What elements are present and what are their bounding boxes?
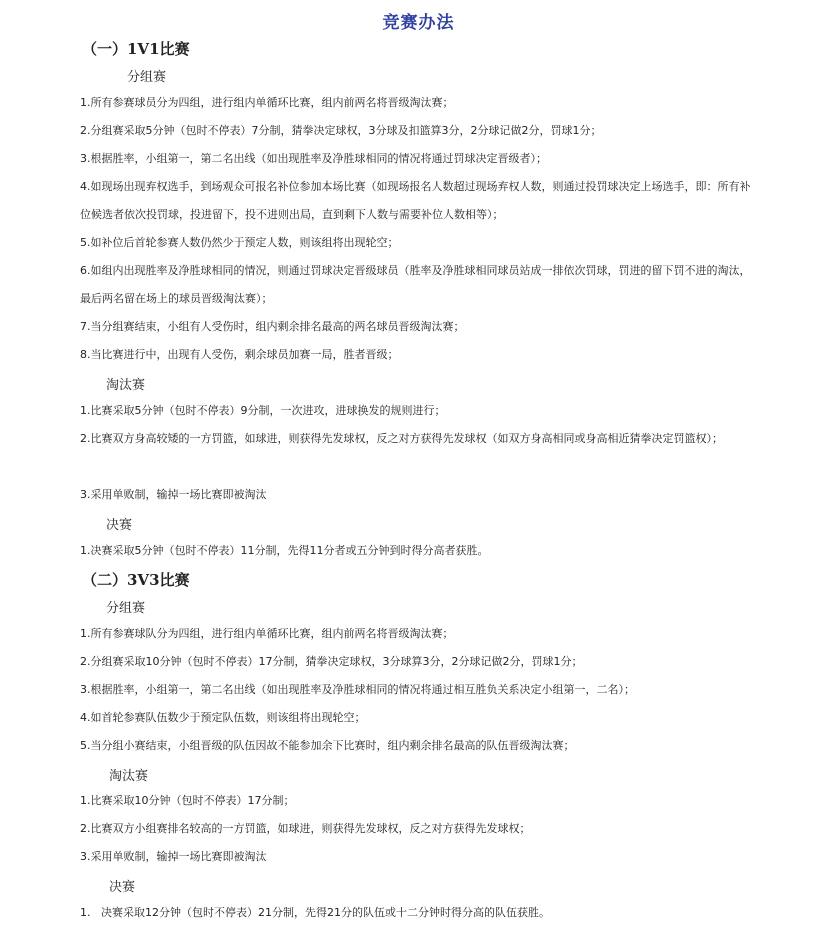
- rule-line: 2.分组赛采取10分钟（包时不停表）17分制，猜拳决定球权，3分球算3分，2分球记做2分，罚球1分；: [80, 655, 583, 668]
- rule-line: 3.根据胜率，小组第一，第二名出线（如出现胜率及净胜球相同的情况将通过相互胜负关系决定小组第一，二名）；: [80, 683, 635, 696]
- rule-line: 2.分组赛采取5分钟（包时不停表）7分制，猜拳决定球权，3分球及扣篮算3分，2分球记做2分，罚球1分；: [80, 124, 602, 137]
- document-title: 竞赛办法: [382, 13, 455, 33]
- rule-line: 5.如补位后首轮参赛人数仍然少于预定人数，则该组将出现轮空；: [80, 236, 399, 249]
- rule-line: 4.如现场出现弃权选手，到场观众可报名补位参加本场比赛（如现场报名人数超过现场弃权人数，则通过投罚球决定上场选手，即：所有补位候选者依次投罚球，投进留下，投不进则出局，直到剩下人数与需要补位人数相等）；: [80, 180, 751, 221]
- rule-line: 1. 决赛采取12分钟（包时不停表）21分制，先得21分的队伍或十二分钟时得分高的队伍获胜。: [80, 906, 550, 919]
- rule-line: 7.当分组赛结束，小组有人受伤时，组内剩余排名最高的两名球员晋级淘汰赛；: [80, 320, 465, 333]
- subheading-knockout-stage: 淘汰赛: [109, 769, 149, 784]
- rule-line: 1.决赛采取5分钟（包时不停表）11分制，先得11分者或五分钟到时得分高者获胜。: [80, 544, 489, 557]
- rule-line: 3.根据胜率，小组第一，第二名出线（如出现胜率及净胜球相同的情况将通过罚球决定晋级者）；: [80, 152, 547, 165]
- rule-line: 6.如组内出现胜率及净胜球相同的情况，则通过罚球决定晋级球员（胜率及净胜球相同球员站成一排依次罚球，罚进的留下罚不进的淘汰，最后两名留在场上的球员晋级淘汰赛）；: [80, 264, 751, 305]
- section-heading-1v1: （一）1V1比赛: [82, 40, 190, 58]
- subheading-final: 决赛: [106, 518, 133, 533]
- subheading-group-stage: 分组赛: [127, 70, 167, 85]
- rule-line: 2.比赛双方小组赛排名较高的一方罚篮，如球进，则获得先发球权，反之对方获得先发球权；: [80, 822, 531, 835]
- rule-line: 1.所有参赛球员分为四组，进行组内单循环比赛，组内前两名将晋级淘汰赛；: [80, 96, 454, 109]
- rule-line: 1.比赛采取5分钟（包时不停表）9分制，一次进攻，进球换发的规则进行；: [80, 404, 446, 417]
- section-heading-3v3: （二）3V3比赛: [82, 571, 190, 589]
- subheading-final: 决赛: [109, 880, 136, 895]
- rule-line: 3.采用单败制，输掉一场比赛即被淘汰: [80, 850, 267, 863]
- subheading-knockout-stage: 淘汰赛: [106, 378, 146, 393]
- rule-line: 3.采用单败制，输掉一场比赛即被淘汰: [80, 488, 267, 501]
- rule-line: 1.所有参赛球队分为四组，进行组内单循环比赛，组内前两名将晋级淘汰赛；: [80, 627, 454, 640]
- rule-line: 2.比赛双方身高较矮的一方罚篮，如球进，则获得先发球权，反之对方获得先发球权（如双方身高相同或身高相近猜拳决定罚篮权）；: [80, 432, 723, 445]
- subheading-group-stage: 分组赛: [106, 601, 146, 616]
- rule-line: 5.当分组小赛结束，小组晋级的队伍因故不能参加余下比赛时，组内剩余排名最高的队伍晋级淘汰赛；: [80, 739, 575, 752]
- rule-line: 8.当比赛进行中，出现有人受伤，剩余球员加赛一局，胜者晋级；: [80, 348, 399, 361]
- rule-line: 1.比赛采取10分钟（包时不停表）17分制；: [80, 794, 295, 807]
- rule-line: 4.如首轮参赛队伍数少于预定队伍数，则该组将出现轮空；: [80, 711, 366, 724]
